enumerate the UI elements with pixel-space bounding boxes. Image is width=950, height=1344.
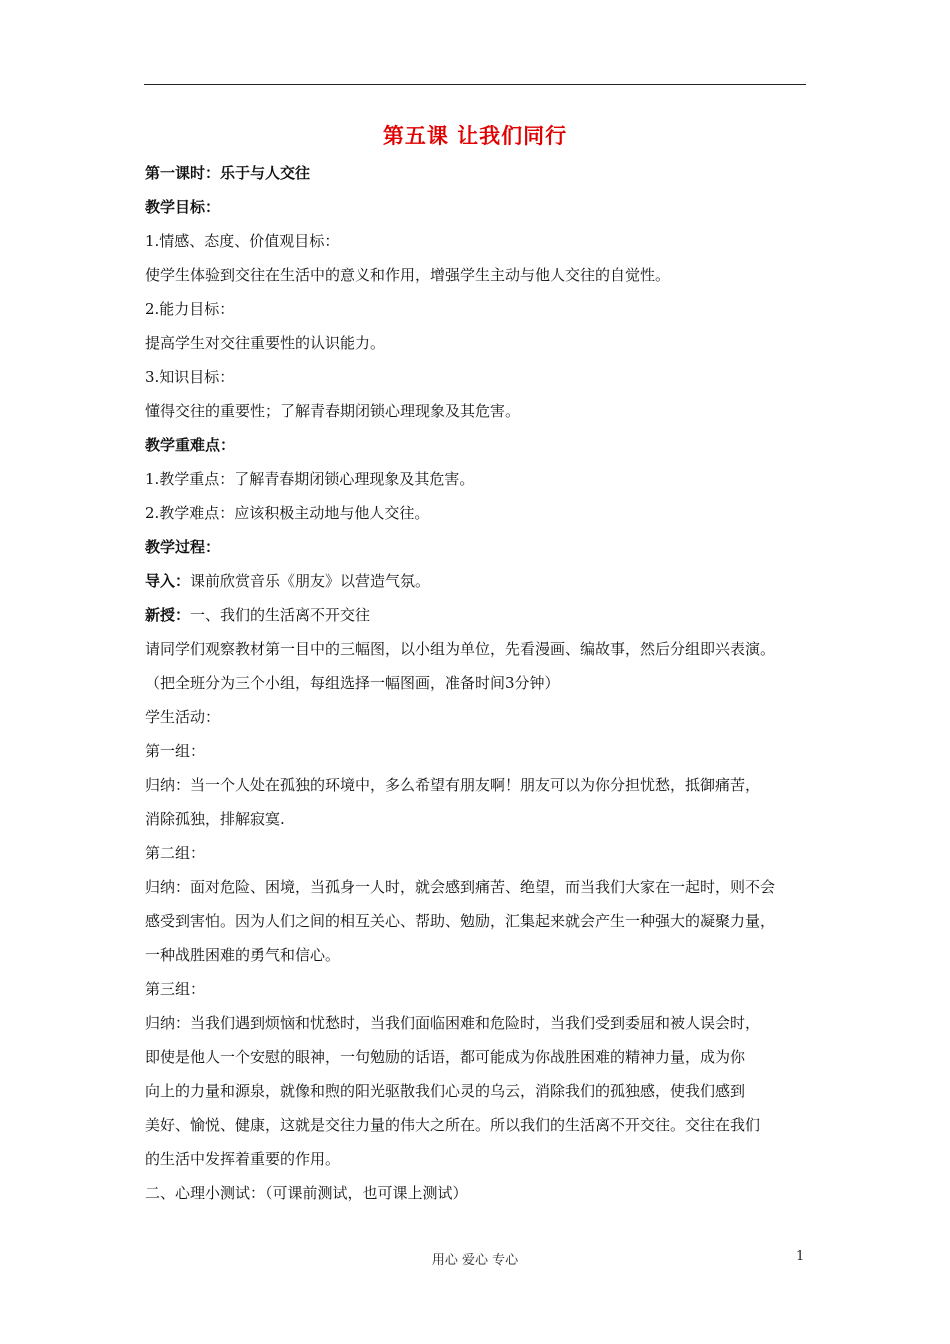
text-line [145,805,825,839]
bold-heading: 教学重难点： [145,436,236,454]
body-text: 的生活中发挥着重要的作用。 [145,1150,341,1168]
text-line [145,669,825,703]
bold-heading: 教学目标： [145,198,221,216]
body-text: 3.知识目标： [145,368,235,386]
body-text: 一种战胜困难的勇气和信心。 [145,946,341,964]
body-text: 2.能力目标： [145,300,235,318]
document-body [145,159,825,1213]
body-text: 第二组： [145,844,206,862]
header-rule [144,84,806,85]
text-line [145,227,825,261]
text-line [145,737,825,771]
body-text: 1.情感、态度、价值观目标： [145,232,340,250]
body-text: 课前欣赏音乐《朋友》以营造气氛。 [190,572,431,590]
bold-heading: 新授： [145,606,191,624]
text-line [145,975,825,1009]
text-line [145,261,825,295]
text-line [145,159,825,193]
body-text: 归纳：当一个人处在孤独的环境中，多么希望有朋友啊！朋友可以为你分担忧愁，抵御痛苦， [145,776,761,794]
body-text: 二、心理小测试：（可课前测试，也可课上测试） [145,1184,468,1202]
text-line [145,533,825,567]
text-line [145,635,825,669]
body-text: 向上的力量和源泉，就像和煦的阳光驱散我们心灵的乌云，消除我们的孤独感，使我们感到 [145,1082,746,1100]
text-line [145,363,825,397]
body-text: （把全班分为三个小组，每组选择一幅图画，准备时间3分钟） [145,674,560,692]
footer-slogan: 用心 爱心 专心 [431,1253,519,1268]
text-line [145,1111,825,1145]
bold-heading: 教学过程： [145,538,221,556]
text-line [145,1009,825,1043]
text-line [145,295,825,329]
text-line [145,329,825,363]
text-line [145,1043,825,1077]
body-text: 第三组： [145,980,206,998]
body-text: 即使是他人一个安慰的眼神，一句勉励的话语，都可能成为你战胜困难的精神力量，成为你 [145,1048,746,1066]
body-text: 1.教学重点：了解青春期闭锁心理现象及其危害。 [145,470,475,488]
text-line [145,873,825,907]
body-text: 归纳：当我们遇到烦恼和忧愁时，当我们面临困难和危险时，当我们受到委屈和被人误会时， [145,1014,761,1032]
text-line [145,567,825,601]
text-line [145,1077,825,1111]
bold-heading: 第一课时：乐于与人交往 [145,164,311,182]
text-line [145,193,825,227]
text-line [145,771,825,805]
text-line [145,397,825,431]
bold-heading: 导入： [145,572,191,590]
body-text: 2.教学难点：应该积极主动地与他人交往。 [145,504,430,522]
body-text: 懂得交往的重要性；了解青春期闭锁心理现象及其危害。 [145,402,521,420]
body-text: 第一组： [145,742,206,760]
body-text: 消除孤独，排解寂寞. [145,810,285,828]
text-line [145,941,825,975]
text-line [145,839,825,873]
text-line [145,431,825,465]
body-text: 使学生体验到交往在生活中的意义和作用，增强学生主动与他人交往的自觉性。 [145,266,671,284]
text-line [145,465,825,499]
body-text: 提高学生对交往重要性的认识能力。 [145,334,386,352]
lesson-title: 第五课 让我们同行 [382,124,568,148]
text-line [145,907,825,941]
body-text: 感受到害怕。因为人们之间的相互关心、帮助、勉励，汇集起来就会产生一种强大的凝聚力量， [145,912,776,930]
page-number: 1 [796,1249,805,1264]
body-text: 美好、愉悦、健康，这就是交往力量的伟大之所在。所以我们的生活离不开交往。交往在我们 [145,1116,761,1134]
body-text: 请同学们观察教材第一目中的三幅图，以小组为单位，先看漫画、编故事，然后分组即兴表演。 [145,640,776,658]
text-line [145,1179,825,1213]
text-line [145,499,825,533]
body-text: 归纳：面对危险、困境，当孤身一人时，就会感到痛苦、绝望，而当我们大家在一起时，则不会 [145,878,776,896]
body-text: 学生活动： [145,708,221,726]
body-text: 一、我们的生活离不开交往 [190,606,371,624]
text-line [145,703,825,737]
text-line [145,1145,825,1179]
text-line [145,601,825,635]
